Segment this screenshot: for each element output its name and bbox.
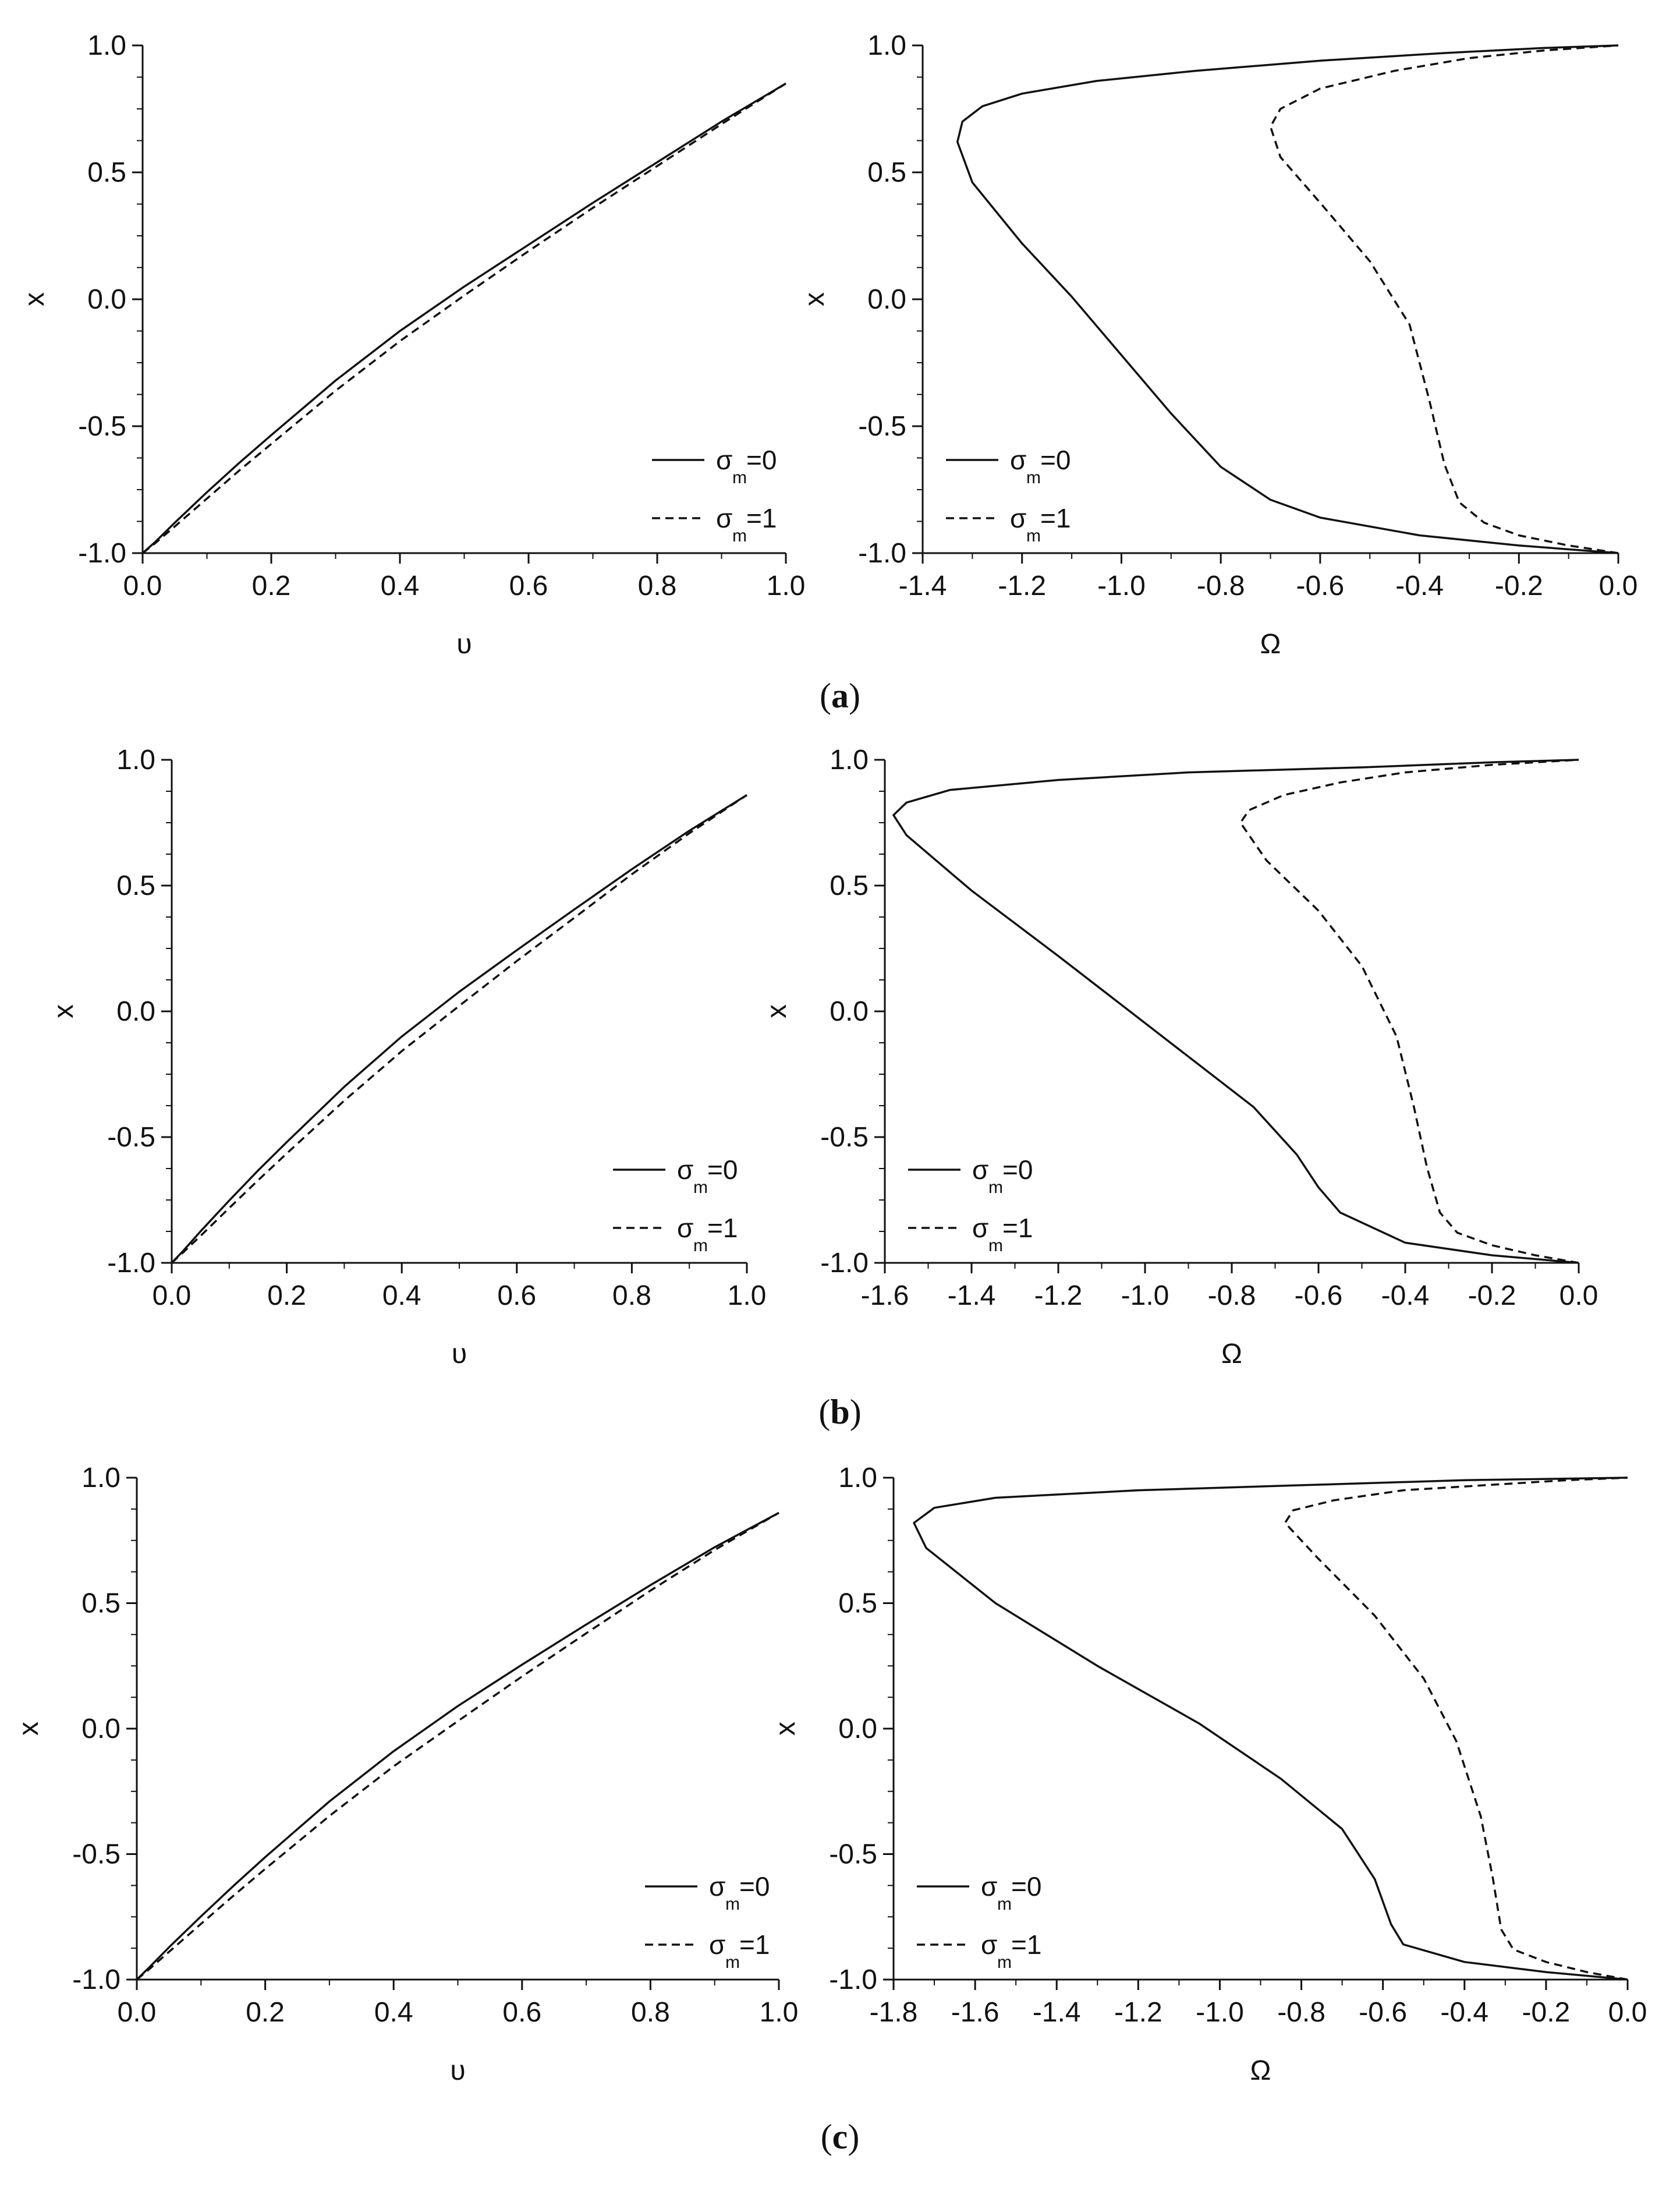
x-tick-label: -0.6 — [1294, 1280, 1343, 1311]
x-tick-label: -0.6 — [1359, 1997, 1408, 2028]
panel-label-letter: a — [831, 677, 849, 715]
series-line-sigma-m-0 — [958, 45, 1618, 553]
series-line-sigma-m-1 — [137, 1513, 779, 1980]
y-tick-label: -1.0 — [820, 1248, 869, 1279]
x-axis-title: υ — [451, 1339, 467, 1369]
legend-suffix: =1 — [746, 503, 777, 533]
x-tick-label: 0.6 — [509, 571, 548, 601]
legend-symbol: σ — [1010, 445, 1027, 475]
series-line-sigma-m-0 — [143, 83, 786, 553]
legend-subscript: m — [725, 1953, 740, 1972]
y-tick-label: 1.0 — [867, 30, 906, 61]
legend-subscript: m — [1026, 526, 1041, 546]
x-tick-label: 0.2 — [267, 1280, 306, 1311]
panel-label-close: ) — [849, 1393, 862, 1431]
legend-subscript: m — [725, 1895, 740, 1914]
series-line-sigma-m-1 — [172, 795, 747, 1263]
y-tick-label: 0.0 — [867, 284, 906, 315]
panel-label-close: ) — [848, 2118, 860, 2156]
y-tick-label: 0.0 — [81, 1713, 120, 1744]
panel-label — [818, 1393, 861, 1431]
x-tick-label: -0.2 — [1468, 1280, 1516, 1311]
x-tick-label: -1.0 — [1121, 1280, 1169, 1311]
y-axis-title: x — [770, 1722, 801, 1736]
y-axis-title: x — [799, 292, 830, 306]
series-line-sigma-m-1 — [1271, 45, 1619, 553]
x-tick-label: -0.4 — [1381, 1280, 1430, 1311]
chart-b-left — [48, 745, 766, 1369]
y-tick-label: -1.0 — [78, 538, 126, 569]
y-tick-label: 0.5 — [867, 157, 906, 188]
panel-label-letter: c — [832, 2118, 848, 2156]
legend-symbol: σ — [716, 503, 733, 533]
x-tick-label: 0.2 — [246, 1997, 285, 2028]
y-tick-label: 1.0 — [838, 1463, 877, 1493]
y-tick-label: 0.0 — [87, 284, 126, 315]
y-tick-label: -0.5 — [858, 411, 906, 442]
chart-a-right — [799, 30, 1638, 660]
x-tick-label: 0.0 — [117, 1997, 157, 2028]
x-tick-label: -1.2 — [1114, 1997, 1162, 2028]
x-tick-label: -1.2 — [998, 571, 1047, 601]
y-tick-label: -0.5 — [72, 1839, 120, 1870]
y-tick-label: 1.0 — [87, 30, 126, 61]
x-tick-label: -0.2 — [1522, 1997, 1571, 2028]
y-tick-label: 1.0 — [81, 1463, 120, 1493]
x-tick-label: -1.0 — [1097, 571, 1146, 601]
x-tick-label: -0.2 — [1494, 571, 1543, 601]
legend-subscript: m — [732, 526, 747, 546]
series-line-sigma-m-0 — [172, 795, 747, 1263]
y-axis-title: x — [761, 1004, 792, 1018]
x-axis-title: Ω — [1221, 1339, 1242, 1369]
x-tick-label: 0.0 — [1599, 571, 1638, 601]
x-tick-label: -0.8 — [1277, 1997, 1325, 2028]
legend-suffix: =0 — [739, 1871, 770, 1902]
legend-suffix: =1 — [1040, 503, 1071, 533]
x-tick-label: -1.2 — [1034, 1280, 1083, 1311]
series-line-sigma-m-1 — [143, 83, 786, 553]
legend-symbol: σ — [677, 1155, 694, 1185]
legend-symbol: σ — [981, 1930, 998, 1960]
legend-symbol: σ — [716, 445, 733, 475]
x-tick-label: 0.4 — [380, 571, 420, 601]
y-tick-label: -0.5 — [107, 1122, 155, 1153]
chart-a-left — [19, 30, 805, 660]
y-tick-label: 0.5 — [830, 870, 869, 901]
y-tick-label: -1.0 — [858, 538, 906, 569]
legend-suffix: =0 — [1040, 445, 1071, 475]
chart-b-right — [761, 745, 1598, 1369]
x-tick-label: 0.4 — [382, 1280, 421, 1311]
y-tick-label: -1.0 — [829, 1964, 877, 1995]
y-tick-label: 0.5 — [838, 1588, 877, 1619]
legend-symbol: σ — [709, 1871, 726, 1902]
legend-symbol: σ — [677, 1213, 694, 1243]
x-tick-label: 0.4 — [374, 1997, 413, 2028]
x-tick-label: 0.0 — [1559, 1280, 1599, 1311]
legend-subscript: m — [693, 1178, 708, 1197]
x-tick-label: -0.8 — [1196, 571, 1245, 601]
legend-suffix: =1 — [739, 1930, 770, 1960]
legend-symbol: σ — [972, 1213, 989, 1243]
legend-subscript: m — [732, 468, 747, 487]
y-tick-label: 0.0 — [838, 1713, 877, 1744]
legend-suffix: =0 — [1002, 1155, 1033, 1185]
y-tick-label: 1.0 — [116, 745, 155, 776]
x-axis-title: Ω — [1250, 2055, 1271, 2086]
x-tick-label: 1.0 — [759, 1997, 799, 2028]
legend-subscript: m — [1026, 468, 1041, 487]
x-tick-label: -1.8 — [869, 1997, 918, 2028]
legend-subscript: m — [997, 1953, 1012, 1972]
panel-label-letter: b — [830, 1393, 850, 1431]
panel-label-close: ) — [849, 677, 860, 715]
x-tick-label: 0.0 — [1608, 1997, 1647, 2028]
y-tick-label: -0.5 — [820, 1122, 869, 1153]
x-axis-title: Ω — [1260, 629, 1281, 660]
x-axis-title: υ — [450, 2055, 466, 2086]
panel-label — [820, 677, 860, 715]
series-line-sigma-m-0 — [914, 1478, 1628, 1980]
legend-suffix: =1 — [1011, 1930, 1042, 1960]
legend-subscript: m — [988, 1178, 1003, 1197]
x-tick-label: -1.4 — [947, 1280, 996, 1311]
y-tick-label: -0.5 — [829, 1839, 877, 1870]
series-line-sigma-m-1 — [1240, 760, 1579, 1263]
x-tick-label: 1.0 — [766, 571, 806, 601]
x-tick-label: -0.4 — [1395, 571, 1444, 601]
panel-label-open: ( — [818, 1393, 831, 1431]
y-tick-label: 1.0 — [830, 745, 869, 776]
panel-label — [821, 2118, 860, 2156]
x-axis-title: υ — [456, 629, 472, 660]
y-tick-label: 0.5 — [87, 157, 126, 188]
y-tick-label: -1.0 — [107, 1248, 155, 1279]
legend-symbol: σ — [709, 1930, 726, 1960]
x-tick-label: 0.6 — [497, 1280, 537, 1311]
x-tick-label: 0.0 — [123, 571, 162, 601]
legend-suffix: =1 — [707, 1213, 738, 1243]
series-line-sigma-m-0 — [137, 1513, 779, 1980]
y-axis-title: x — [13, 1722, 44, 1736]
chart-c-right — [770, 1463, 1647, 2086]
legend-suffix: =0 — [707, 1155, 738, 1185]
x-tick-label: -1.0 — [1196, 1997, 1244, 2028]
legend-subscript: m — [693, 1236, 708, 1255]
legend-suffix: =1 — [1002, 1213, 1033, 1243]
x-tick-label: -1.6 — [860, 1280, 909, 1311]
panel-label-open: ( — [820, 2118, 832, 2156]
y-tick-label: 0.0 — [116, 996, 155, 1027]
x-tick-label: 0.8 — [612, 1280, 651, 1311]
x-tick-label: -1.6 — [951, 1997, 1000, 2028]
y-tick-label: 0.5 — [116, 870, 155, 901]
x-tick-label: -1.4 — [898, 571, 947, 601]
legend-suffix: =0 — [746, 445, 777, 475]
y-axis-title: x — [19, 292, 50, 306]
x-tick-label: 0.8 — [631, 1997, 670, 2028]
x-tick-label: 0.6 — [502, 1997, 542, 2028]
legend-symbol: σ — [1010, 503, 1027, 533]
y-tick-label: -1.0 — [72, 1964, 120, 1995]
x-tick-label: -1.4 — [1032, 1997, 1081, 2028]
legend-symbol: σ — [981, 1871, 998, 1902]
panel-label-open: ( — [820, 677, 831, 715]
x-tick-label: 0.2 — [251, 571, 291, 601]
x-tick-label: 1.0 — [727, 1280, 767, 1311]
y-tick-label: -0.5 — [78, 411, 126, 442]
legend-suffix: =0 — [1011, 1871, 1042, 1902]
x-tick-label: -0.8 — [1207, 1280, 1256, 1311]
y-tick-label: 0.0 — [830, 996, 869, 1027]
series-line-sigma-m-1 — [1285, 1478, 1628, 1980]
x-tick-label: -0.4 — [1440, 1997, 1489, 2028]
chart-c-left — [13, 1463, 798, 2086]
y-axis-title: x — [48, 1004, 79, 1018]
legend-subscript: m — [997, 1895, 1012, 1914]
legend-symbol: σ — [972, 1155, 989, 1185]
x-tick-label: 0.0 — [152, 1280, 192, 1311]
x-tick-label: 0.8 — [637, 571, 677, 601]
y-tick-label: 0.5 — [81, 1588, 120, 1619]
x-tick-label: -0.6 — [1296, 571, 1345, 601]
legend-subscript: m — [988, 1236, 1003, 1255]
